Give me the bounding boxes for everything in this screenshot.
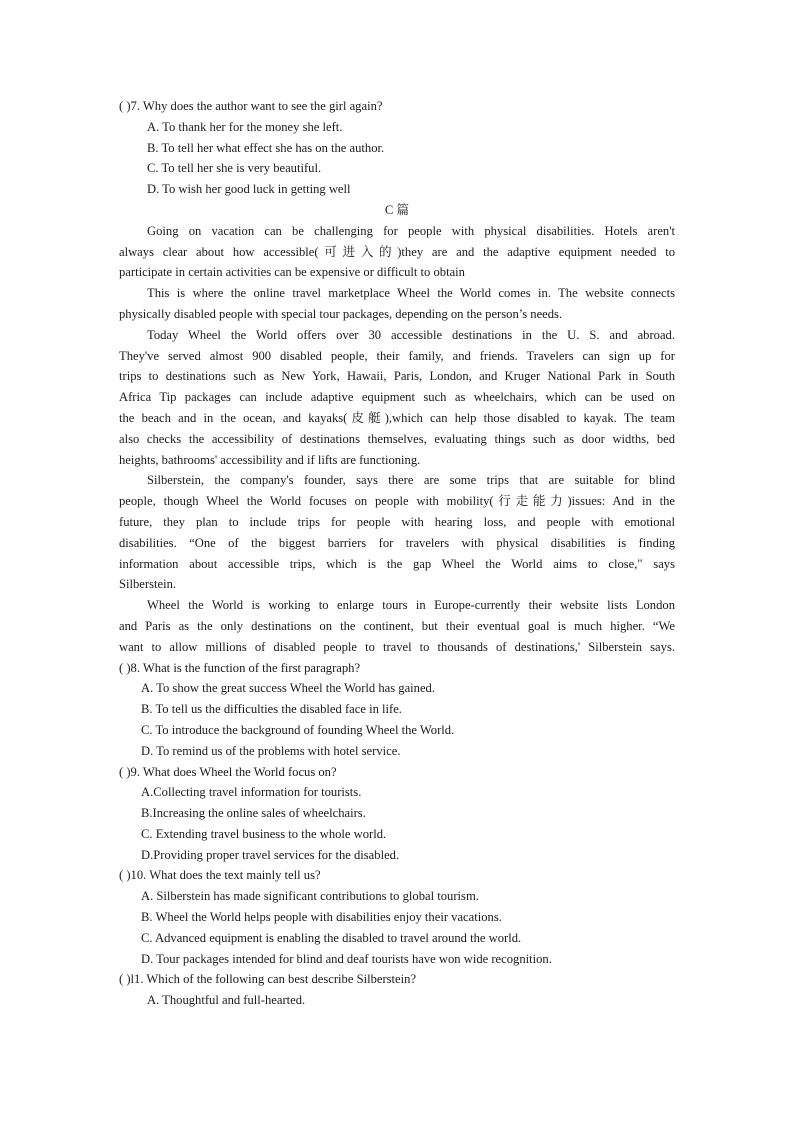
passage-line: Going on vacation can be challenging for people with physical disabilities. Hotels aren't xyxy=(147,223,675,238)
question-8-option-c: C. To introduce the background of founding Wheel the World. xyxy=(141,722,455,737)
passage-title: C 篇 xyxy=(384,202,410,217)
question-9-option-a: A.Collecting travel information for tourists. xyxy=(141,785,362,800)
passage-line: want to allow millions of disabled people to travel to thousands of destinations,' Silberstein says. xyxy=(119,639,675,654)
passage-line: They've served almost 900 disabled people, their family, and friends. Travelers can sign up for xyxy=(119,348,675,363)
passage-line: and Paris as the only destinations on the continent, but their eventual goal is much higher. “We xyxy=(119,618,675,633)
passage-line: participate in certain activities can be expensive or difficult to obtain xyxy=(119,265,465,280)
question-7-option-c: C. To tell her she is very beautiful. xyxy=(147,161,322,176)
passage-line: Today Wheel the World offers over 30 accessible destinations in the U. S. and abroad. xyxy=(147,327,675,342)
passage-line: disabilities. “One of the biggest barriers for travelers with physical disabilities is finding xyxy=(119,535,675,550)
passage-line: physically disabled people with special tour packages, depending on the person’s needs. xyxy=(119,306,563,321)
question-11-option-a: A. Thoughtful and full-hearted. xyxy=(147,993,306,1008)
passage-line: information about accessible trips, which is the gap Wheel the World aims to close," says xyxy=(119,556,675,571)
passage-line: trips to destinations such as New York, Hawaii, Paris, London, and Kruger National Park in South xyxy=(119,369,675,384)
passage-line: Silberstein, the company's founder, says there are some trips that are suitable for blind xyxy=(147,473,675,488)
passage-line: Silberstein. xyxy=(119,577,177,592)
passage-line: heights, bathrooms' accessibility and if lifts are functioning. xyxy=(119,452,421,467)
question-10-option-a: A. Silberstein has made significant contributions to global tourism. xyxy=(141,889,479,904)
passage-line: the beach and in the ocean, and kayaks(皮艇),which can help those disabled to kayak. The team xyxy=(119,410,675,425)
question-7-stem: ( )7. Why does the author want to see the girl again? xyxy=(119,99,383,113)
question-10-stem: ( )10. What does the text mainly tell us? xyxy=(119,868,321,883)
passage-line: This is where the online travel marketplace Wheel the World comes in. The website connects xyxy=(147,286,675,301)
passage-line: future, they plan to include trips for people with hearing loss, and people with emotional xyxy=(119,514,675,529)
question-9-option-d: D.Providing proper travel services for the disabled. xyxy=(141,847,400,862)
question-7-option-d: D. To wish her good luck in getting well xyxy=(147,182,351,197)
passage-line: always clear about how accessible(可进入的)they are and the adaptive equipment needed to xyxy=(119,244,675,259)
exam-page xyxy=(119,96,675,1011)
passage-line: people, though Wheel the World focuses on people with mobility(行走能力)issues: And in the xyxy=(119,494,675,509)
question-9-option-b: B.Increasing the online sales of wheelchairs. xyxy=(141,806,366,821)
question-11-stem: ( )l1. Which of the following can best describe Silberstein? xyxy=(119,972,417,987)
question-7-option-a: A. To thank her for the money she left. xyxy=(147,119,343,134)
passage-line: also checks the accessibility of destinations themselves, evaluating things such as door widths, bed xyxy=(119,431,675,446)
question-9-stem: ( )9. What does Wheel the World focus on? xyxy=(119,764,337,779)
question-10-option-c: C. Advanced equipment is enabling the disabled to travel around the world. xyxy=(141,930,522,945)
question-8-option-a: A. To show the great success Wheel the World has gained. xyxy=(141,681,435,696)
passage-line: Wheel the World is working to enlarge tours in Europe-currently their website lists London xyxy=(147,598,675,613)
question-10-option-d: D. Tour packages intended for blind and deaf tourists have won wide recognition. xyxy=(141,951,552,966)
question-8-stem: ( )8. What is the function of the first paragraph? xyxy=(119,660,361,675)
question-8-option-d: D. To remind us of the problems with hotel service. xyxy=(141,743,401,758)
question-9-option-c: C. Extending travel business to the whole world. xyxy=(141,826,387,841)
question-7-option-b: B. To tell her what effect she has on the author. xyxy=(147,140,385,155)
question-8-option-b: B. To tell us the difficulties the disabled face in life. xyxy=(141,702,402,717)
passage-line: Africa Tip packages can include adaptive equipment such as wheelchairs, which can be used on xyxy=(119,390,675,405)
question-10-option-b: B. Wheel the World helps people with disabilities enjoy their vacations. xyxy=(141,910,502,925)
